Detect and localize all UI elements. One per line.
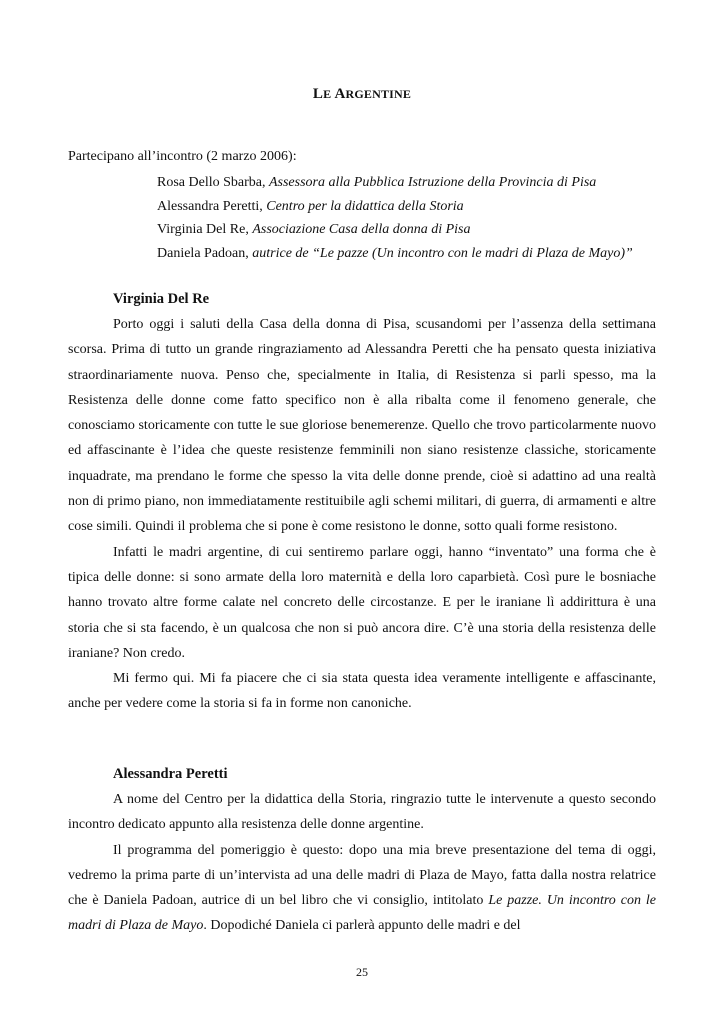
participant-role: Associazione Casa della donna di Pisa: [252, 222, 471, 237]
paragraph: Mi fermo qui. Mi fa piacere che ci sia stata questa idea veramente intelligente e affascinante, anche per vedere come la storia si fa in forme non canoniche.: [68, 671, 656, 712]
section-alessandra-peretti: [68, 762, 656, 939]
page-title: [0, 86, 724, 103]
participant-role: Centro per la didattica della Storia: [266, 198, 464, 214]
participant-name: Rosa Dello Sbarba,: [157, 175, 266, 190]
paragraph: Porto oggi i saluti della Casa della donna di Pisa, scusandomi per l’assenza della settimana scorsa. Prima di tutto un grande ringraziamento ad Alessandra Peretti che ha pensato questa iniziativa straordinariamente nuova. Penso che, specialmente in Italia, di Resistenza si parli spesso, ma la Resistenza delle donne come fatto specifico non è alla ribalta come il fenomeno generale, che conosciamo storicamente con tutte le sue gloriose benemerenze. Quello che trovo particolarmente nuovo ed affascinante è l’idea che queste resistenze femminili non siano resistenze classiche, storicamente inquadrate, ma prendano le forme che spesso la vita delle donne prende, cioè si adattino ad una realtà non di primo piano, non immediatamente restituibile agli schemi militari, di guerra, di armamenti e altre cose simili. Quindi il problema che si pone è come resistono le donne, sotto quali forme resistono.: [68, 317, 656, 535]
title-rest-2: RGENTINE: [345, 87, 412, 101]
paragraph-text: Il programma del pomeriggio è questo: dopo una mia breve presentazione del tema di oggi, vedremo la prima parte di un’intervista ad una delle madri di Plaza de Mayo, fatta dalla nostra relatrice che è Daniela Padoan, autrice di un bel libro che vi consiglio, intitolato: [68, 842, 656, 909]
book-title: Le pazze. Un incontro con le madri di Plaza de Mayo: [68, 893, 656, 934]
participants-list: [157, 171, 633, 265]
paragraph: Infatti le madri argentine, di cui sentiremo parlare oggi, hanno “inventato” una forma che è tipica delle donne: si sono armate della loro maternità e della loro caparbietà. Così pure le bosniache hanno trovato altre forme calate nel concreto delle circostanze. E per le iraniane lì addirittura è una storia che si sta facendo, è un qualcosa che non si può ancora dire. C’è una storia della resistenza delle iraniane? Non credo.: [68, 544, 656, 661]
paragraph-text: . Dopodiché Daniela ci parlerà appunto delle madri e del: [203, 918, 521, 934]
participants-intro: Partecipano all’incontro (2 marzo 2006):: [68, 149, 297, 164]
participant-name: Daniela Padoan,: [157, 245, 249, 261]
title-rest-1: E: [323, 87, 332, 101]
participant-item: [157, 171, 633, 195]
participant-name: Virginia Del Re,: [157, 222, 249, 237]
speaker-heading: Alessandra Peretti: [113, 766, 228, 782]
participant-item: [157, 242, 633, 266]
participant-item: [157, 218, 633, 242]
page-number: 25: [356, 965, 368, 979]
speaker-heading: Virginia Del Re: [113, 291, 210, 307]
section-virginia-del-re: [68, 287, 656, 717]
paragraph: A nome del Centro per la didattica della Storia, ringrazio tutte le intervenute a questo secondo incontro dedicato appunto alla resistenza delle donne argentine.: [68, 792, 656, 833]
title-initial-1: L: [312, 86, 324, 102]
participant-item: [157, 195, 633, 219]
participant-name: Alessandra Peretti,: [157, 198, 263, 214]
paragraph: [68, 838, 656, 939]
participant-role: Assessora alla Pubblica Istruzione della Provincia di Pisa: [268, 175, 597, 190]
participant-role: autrice de “Le pazze (Un incontro con le madri di Plaza de Mayo)”: [252, 245, 633, 261]
title-initial-2: A: [334, 86, 346, 102]
